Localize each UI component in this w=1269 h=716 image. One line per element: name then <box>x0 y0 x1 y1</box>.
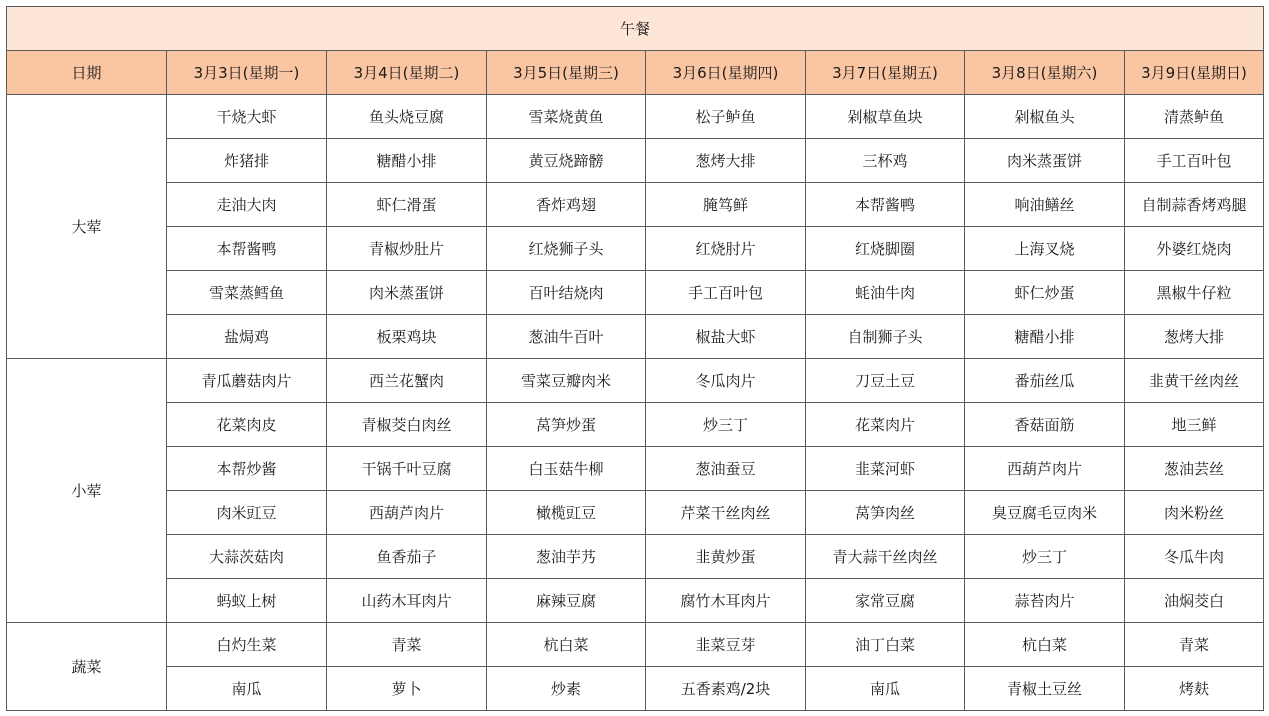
day-header: 3月3日(星期一) <box>167 51 327 95</box>
table-title: 午餐 <box>7 7 1264 51</box>
dish-cell: 韭菜豆芽 <box>646 623 806 667</box>
table-row <box>7 359 1264 403</box>
dish-cell: 青大蒜干丝肉丝 <box>806 535 965 579</box>
table-row <box>7 403 1264 447</box>
dish-cell: 炒三丁 <box>965 535 1125 579</box>
dish-cell: 板栗鸡块 <box>327 315 487 359</box>
dish-cell: 香炸鸡翅 <box>487 183 646 227</box>
dish-cell: 雪菜蒸鳕鱼 <box>167 271 327 315</box>
dish-cell: 肉米蒸蛋饼 <box>965 139 1125 183</box>
dish-cell: 上海叉烧 <box>965 227 1125 271</box>
dish-cell: 莴笋炒蛋 <box>487 403 646 447</box>
dish-cell: 莴笋肉丝 <box>806 491 965 535</box>
dish-cell: 大蒜茨菇肉 <box>167 535 327 579</box>
dish-cell: 本帮炒酱 <box>167 447 327 491</box>
table-row <box>7 227 1264 271</box>
table-row <box>7 623 1264 667</box>
dish-cell: 青椒土豆丝 <box>965 667 1125 711</box>
dish-cell: 葱烤大排 <box>1125 315 1264 359</box>
dish-cell: 芹菜干丝肉丝 <box>646 491 806 535</box>
dish-cell: 松子鲈鱼 <box>646 95 806 139</box>
dish-cell: 炸猪排 <box>167 139 327 183</box>
dish-cell: 肉米蒸蛋饼 <box>327 271 487 315</box>
dish-cell: 青菜 <box>327 623 487 667</box>
dish-cell: 蒜苔肉片 <box>965 579 1125 623</box>
dish-cell: 手工百叶包 <box>1125 139 1264 183</box>
dish-cell: 青瓜蘑菇肉片 <box>167 359 327 403</box>
menu-container <box>6 6 1264 711</box>
dish-cell: 剁椒鱼头 <box>965 95 1125 139</box>
dish-cell: 雪菜烧黄鱼 <box>487 95 646 139</box>
table-row <box>7 271 1264 315</box>
dish-cell: 自制狮子头 <box>806 315 965 359</box>
dish-cell: 虾仁炒蛋 <box>965 271 1125 315</box>
dish-cell: 清蒸鲈鱼 <box>1125 95 1264 139</box>
dish-cell: 响油鳝丝 <box>965 183 1125 227</box>
dish-cell: 青椒炒肚片 <box>327 227 487 271</box>
dish-cell: 韭菜河虾 <box>806 447 965 491</box>
dish-cell: 白灼生菜 <box>167 623 327 667</box>
dish-cell: 油焖茭白 <box>1125 579 1264 623</box>
dish-cell: 糖醋小排 <box>965 315 1125 359</box>
dish-cell: 炒素 <box>487 667 646 711</box>
table-row <box>7 447 1264 491</box>
dish-cell: 剁椒草鱼块 <box>806 95 965 139</box>
category-label: 蔬菜 <box>7 623 167 711</box>
dish-cell: 黄豆烧蹄髈 <box>487 139 646 183</box>
dish-cell: 走油大肉 <box>167 183 327 227</box>
table-row <box>7 491 1264 535</box>
dish-cell: 手工百叶包 <box>646 271 806 315</box>
dish-cell: 腌笃鲜 <box>646 183 806 227</box>
dish-cell: 西葫芦肉片 <box>965 447 1125 491</box>
dish-cell: 番茄丝瓜 <box>965 359 1125 403</box>
lunch-menu-table <box>6 6 1264 711</box>
day-header: 3月9日(星期日) <box>1125 51 1264 95</box>
table-row <box>7 315 1264 359</box>
dish-cell: 韭黄干丝肉丝 <box>1125 359 1264 403</box>
dish-cell: 蚂蚁上树 <box>167 579 327 623</box>
menu-body <box>7 95 1264 711</box>
dish-cell: 肉米豇豆 <box>167 491 327 535</box>
dish-cell: 虾仁滑蛋 <box>327 183 487 227</box>
dish-cell: 青菜 <box>1125 623 1264 667</box>
table-row <box>7 579 1264 623</box>
table-row <box>7 535 1264 579</box>
dish-cell: 臭豆腐毛豆肉米 <box>965 491 1125 535</box>
dish-cell: 肉米粉丝 <box>1125 491 1264 535</box>
dish-cell: 南瓜 <box>806 667 965 711</box>
table-row <box>7 139 1264 183</box>
dish-cell: 地三鲜 <box>1125 403 1264 447</box>
dish-cell: 橄榄豇豆 <box>487 491 646 535</box>
dish-cell: 三杯鸡 <box>806 139 965 183</box>
dish-cell: 青椒茭白肉丝 <box>327 403 487 447</box>
header-row <box>7 51 1264 95</box>
day-header: 3月5日(星期三) <box>487 51 646 95</box>
dish-cell: 西兰花蟹肉 <box>327 359 487 403</box>
dish-cell: 鱼香茄子 <box>327 535 487 579</box>
day-header: 3月7日(星期五) <box>806 51 965 95</box>
title-row <box>7 7 1264 51</box>
dish-cell: 白玉菇牛柳 <box>487 447 646 491</box>
dish-cell: 山药木耳肉片 <box>327 579 487 623</box>
dish-cell: 干烧大虾 <box>167 95 327 139</box>
dish-cell: 葱油牛百叶 <box>487 315 646 359</box>
dish-cell: 红烧肘片 <box>646 227 806 271</box>
dish-cell: 西葫芦肉片 <box>327 491 487 535</box>
dish-cell: 韭黄炒蛋 <box>646 535 806 579</box>
dish-cell: 葱油蚕豆 <box>646 447 806 491</box>
dish-cell: 糖醋小排 <box>327 139 487 183</box>
dish-cell: 本帮酱鸭 <box>167 227 327 271</box>
table-row <box>7 183 1264 227</box>
dish-cell: 油丁白菜 <box>806 623 965 667</box>
dish-cell: 刀豆土豆 <box>806 359 965 403</box>
dish-cell: 五香素鸡/2块 <box>646 667 806 711</box>
table-row <box>7 95 1264 139</box>
dish-cell: 盐焗鸡 <box>167 315 327 359</box>
dish-cell: 黑椒牛仔粒 <box>1125 271 1264 315</box>
dish-cell: 葱油芋艿 <box>487 535 646 579</box>
day-header: 3月8日(星期六) <box>965 51 1125 95</box>
dish-cell: 冬瓜肉片 <box>646 359 806 403</box>
dish-cell: 杭白菜 <box>965 623 1125 667</box>
dish-cell: 香菇面筋 <box>965 403 1125 447</box>
dish-cell: 炒三丁 <box>646 403 806 447</box>
dish-cell: 家常豆腐 <box>806 579 965 623</box>
dish-cell: 烤麸 <box>1125 667 1264 711</box>
dish-cell: 冬瓜牛肉 <box>1125 535 1264 579</box>
dish-cell: 萝卜 <box>327 667 487 711</box>
dish-cell: 红烧狮子头 <box>487 227 646 271</box>
dish-cell: 花菜肉皮 <box>167 403 327 447</box>
dish-cell: 自制蒜香烤鸡腿 <box>1125 183 1264 227</box>
dish-cell: 麻辣豆腐 <box>487 579 646 623</box>
dish-cell: 外婆红烧肉 <box>1125 227 1264 271</box>
dish-cell: 干锅千叶豆腐 <box>327 447 487 491</box>
category-label: 大荤 <box>7 95 167 359</box>
dish-cell: 蚝油牛肉 <box>806 271 965 315</box>
category-label: 小荤 <box>7 359 167 623</box>
dish-cell: 花菜肉片 <box>806 403 965 447</box>
dish-cell: 椒盐大虾 <box>646 315 806 359</box>
dish-cell: 杭白菜 <box>487 623 646 667</box>
dish-cell: 红烧脚圈 <box>806 227 965 271</box>
dish-cell: 百叶结烧肉 <box>487 271 646 315</box>
day-header: 3月6日(星期四) <box>646 51 806 95</box>
dish-cell: 雪菜豆瓣肉米 <box>487 359 646 403</box>
day-header: 3月4日(星期二) <box>327 51 487 95</box>
dish-cell: 鱼头烧豆腐 <box>327 95 487 139</box>
date-header: 日期 <box>7 51 167 95</box>
dish-cell: 腐竹木耳肉片 <box>646 579 806 623</box>
dish-cell: 葱烤大排 <box>646 139 806 183</box>
dish-cell: 本帮酱鸭 <box>806 183 965 227</box>
table-row <box>7 667 1264 711</box>
dish-cell: 葱油芸丝 <box>1125 447 1264 491</box>
dish-cell: 南瓜 <box>167 667 327 711</box>
